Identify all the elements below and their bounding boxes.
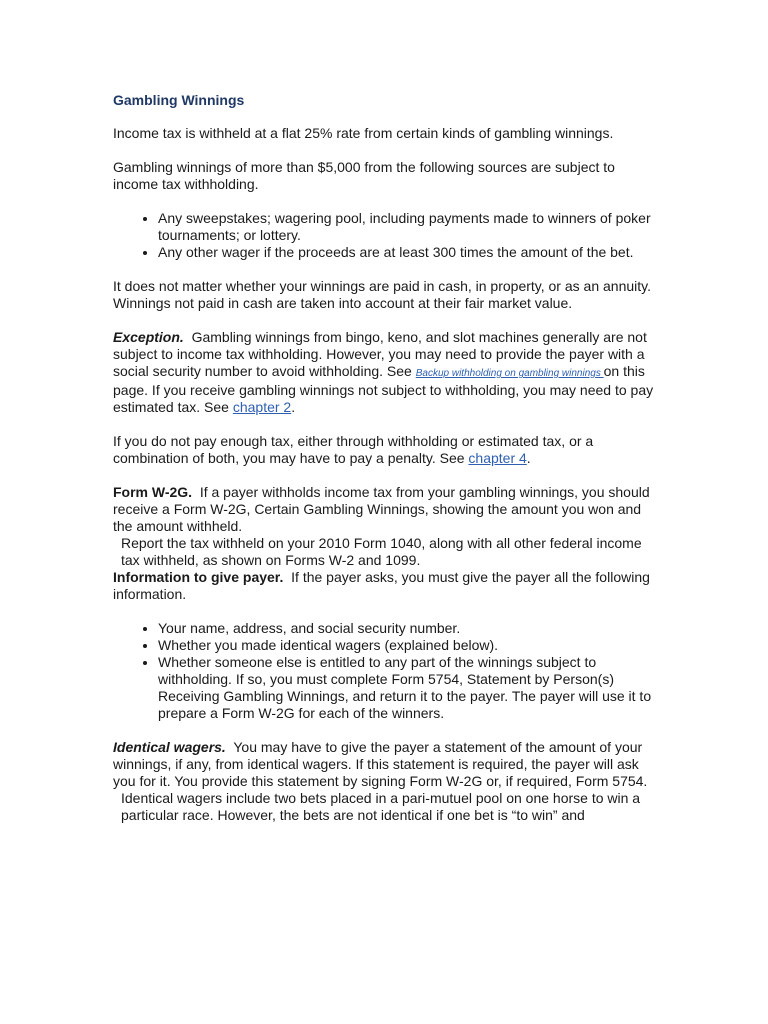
paragraph-threshold: Gambling winnings of more than $5,000 from the following sources are subject to income tax withholding. (113, 159, 615, 192)
list-item: • Whether someone else is entitled to any part of the winnings subject to withholding. If so, you must complete Form 5754, Statement by Person(s) Receiving Gambling Winnings, and return it to the payer. The payer will use it to prepare a Form W-2G for each of the winners. (158, 654, 663, 722)
sources-list (113, 210, 663, 261)
form-w2g-heading: Form W-2G. (113, 484, 193, 500)
paragraph-withholding-rate: Income tax is withheld at a flat 25% rate from certain kinds of gambling winnings. (113, 125, 614, 141)
paragraph-report-tax: Report the tax withheld on your 2010 Form 1040, along with all other federal income tax withheld, as shown on Forms W-2 and 1099. (121, 535, 642, 568)
exception-heading: Exception. (113, 329, 184, 345)
payer-info-list (113, 620, 663, 722)
paragraph-payment-form: It does not matter whether your winnings are paid in cash, in property, or as an annuity. Winnings not paid in cash are taken into account at their fair market value. (113, 278, 651, 311)
paragraph-form-w2g: Form W-2G. If a payer withholds income tax from your gambling winnings, you should receive a Form W-2G, Certain Gambling Winnings, showing the amount you won and the amount withheld. (113, 484, 654, 534)
paragraph-identical-examples: Identical wagers include two bets placed in a pari-mutuel pool on one horse to win a particular race. However, the bets are not identical if one bet is “to win” and (121, 790, 641, 823)
exception-text-2: on this page. If you receive gambling winnings not subject to withholding, you may need to pay estimated tax. See (113, 363, 654, 415)
paragraph-info-payer: Information to give payer. If the payer asks, you must give the payer all the following information. (113, 569, 654, 602)
exception-text: Gambling winnings from bingo, keno, and slot machines generally are not subject to income tax withholding. However, you may need to provide the payer with a social security number to avoid withholding. See (113, 329, 651, 379)
paragraph-identical-wagers: Identical wagers. You may have to give the payer a statement of the amount of your winnings, if any, from identical wagers. If this statement is required, the payer will ask you for it. You provide this statement by signing Form W-2G or, if required, Form 5754. (113, 739, 648, 789)
page-title: Gambling Winnings (113, 92, 245, 108)
paragraph-penalty: If you do not pay enough tax, either through withholding or estimated tax, or a combination of both, you may have to pay a penalty. See chapter 4. (113, 433, 594, 466)
chapter-4-link[interactable]: chapter 4 (468, 450, 527, 466)
list-item: • Any other wager if the proceeds are at least 300 times the amount of the bet. (158, 244, 663, 261)
list-item: • Any sweepstakes; wagering pool, including payments made to winners of poker tournaments; or lottery. (158, 210, 663, 244)
document-body (113, 92, 663, 824)
info-payer-heading: Information to give payer. (113, 569, 284, 585)
chapter-2-link[interactable]: chapter 2 (232, 399, 292, 415)
identical-wagers-heading: Identical wagers. (113, 739, 226, 755)
paragraph-exception: Exception. Gambling winnings from bingo, keno, and slot machines generally are not subject to income tax withholding. However, you may need to provide the payer with a social security number to avoid withholding. See Backup withholding on gambling winnings on this page. If you receive gambling winnings not subject to withholding, you may need to pay estimated tax. See chapter 2. (113, 329, 654, 415)
backup-withholding-link[interactable]: Backup withholding on gambling winnings (415, 368, 604, 379)
list-item: • Your name, address, and social security number. (158, 620, 663, 637)
list-item: • Whether you made identical wagers (explained below). (158, 637, 663, 654)
